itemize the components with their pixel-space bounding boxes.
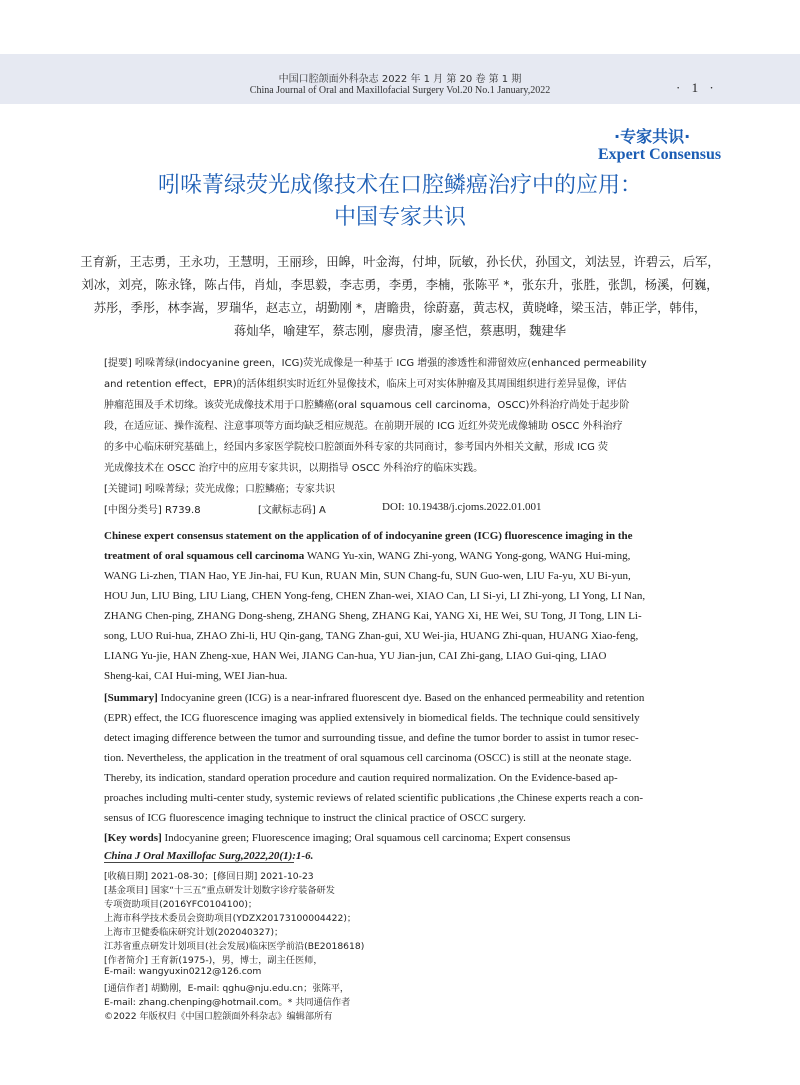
english-author-line: Sheng-kai, CAI Hui-ming, WEI Jian-hua.: [104, 670, 288, 682]
footnote-line: [通信作者] 胡勤刚，E-mail: qghu@nju.edu.cn；张陈平，: [104, 983, 350, 994]
english-title-authors-line: [104, 550, 698, 562]
footnote-line: 上海市科学技术委员会资助项目(YDZX20173100004422)；: [104, 913, 357, 924]
section-label-cn: ·专家共识·: [614, 127, 691, 146]
document-code: [文献标志码] A: [258, 505, 326, 516]
author-line: 刘冰，刘亮，陈永锋，陈占伟，肖灿，李思毅，李志勇，李勇，李楠，张陈平 *，张东升，张胜，张凯，杨溪，何巍，: [81, 278, 719, 292]
author-line: 苏彤，季彤，林李嵩，罗瑞华，赵志立，胡勤刚 *，唐瞻贵，徐蔚嘉，黄志权，黄晓峰，梁玉洁，韩正学，韩伟，: [93, 301, 707, 315]
section-label-en: Expert Consensus: [598, 146, 722, 163]
keywords-label: [Key words]: [104, 832, 162, 844]
english-author-line: ZHANG Chen-ping, ZHANG Dong-sheng, ZHANG Sheng, ZHANG Kai, YANG Xi, HE Wei, SU Tong, JI Tong, LIN Li-: [104, 610, 642, 622]
footnote-line: 上海市卫健委临床研究计划(202040327)；: [104, 927, 284, 938]
journal-header-en: China Journal of Oral and Maxillofacial Surgery Vol.20 No.1 January,2022: [249, 85, 551, 96]
abstract-cn-line: [提要] 吲哚菁绿(indocyanine green，ICG)荧光成像是一种基于 ICG 增强的渗透性和滞留效应(enhanced permeability: [104, 358, 647, 369]
abstract-cn-line: 段，在适应证、操作流程、注意事项等方面均缺乏相应规范。在前期开展的 ICG 近红外荧光成像辅助 OSCC 外科治疗: [104, 421, 623, 432]
footnote-line: [基金项目] 国家“十三五”重点研发计划数字诊疗装备研发: [104, 885, 335, 896]
footnote-line: 专项资助项目(2016YFC0104100)；: [104, 899, 258, 910]
summary-line: tion. Nevertheless, the application in the treatment of oral squamous cell carcinoma (OSCC) is still at the neonate stage.: [104, 752, 632, 764]
summary-line: detect imaging difference between the tumor and surrounding tissue, and define the tumor border to assist in tumor resec-: [104, 732, 639, 744]
footnote-line: E-mail: zhang.chenping@hotmail.com。* 共同通信作者: [104, 997, 351, 1008]
article-title-line1: 吲哚菁绿荧光成像技术在口腔鳞癌治疗中的应用：: [157, 173, 642, 198]
citation: China J Oral Maxillofac Surg,2022,20(1):1-6.: [104, 850, 314, 862]
article-title-line2: 中国专家共识: [333, 205, 466, 230]
footnote-line: E-mail: wangyuxin0212@126.com: [104, 966, 262, 977]
abstract-cn-line: 的多中心临床研究基础上，经国内多家医学院校口腔颌面外科专家的共同商讨，参考国内外相关文献，形成 ICG 荧: [104, 442, 609, 453]
summary-first-line: [104, 692, 698, 704]
english-author-line: WANG Li-zhen, TIAN Hao, YE Jin-hai, FU Kun, RUAN Min, SUN Chang-fu, SUN Guo-wen, LIU Fa-yu, XU Bi-yun,: [104, 570, 631, 582]
english-title-line2: treatment of oral squamous cell carcinoma: [104, 550, 305, 562]
english-authors-first: WANG Yu-xin, WANG Zhi-yong, WANG Yong-gong, WANG Hui-ming,: [304, 550, 631, 562]
summary-label: [Summary]: [104, 692, 158, 704]
doi: DOI: 10.19438/j.cjoms.2022.01.001: [382, 501, 542, 513]
clc-number: [中图分类号] R739.8: [104, 505, 201, 516]
footnote-line: [作者简介] 王育新(1975-)，男，博士，副主任医师，: [104, 955, 323, 966]
english-keywords-line: [104, 832, 698, 844]
summary-line: sensus of ICG fluorescence imaging technique to instruct the clinical practice of OSCC surgery.: [104, 812, 526, 824]
author-line: 王育新，王志勇，王永功，王慧明，王丽珍，田皞，叶金海，付坤，阮敏，孙长伏，孙国文，刘法昱，许碧云，后军，: [80, 255, 720, 269]
footnote-line: 江苏省重点研发计划项目(社会发展)临床医学前沿(BE2018618): [104, 941, 365, 952]
english-author-line: LIANG Yu-jie, HAN Zheng-xue, HAN Wei, JIANG Can-hua, YU Jian-jun, CAI Zhi-gang, LIAO Gui-qing, LIAO: [104, 650, 607, 662]
keywords-cn: [关键词] 吲哚菁绿；荧光成像；口腔鳞癌；专家共识: [104, 484, 335, 495]
english-title-line1: Chinese expert consensus statement on the application of of indocyanine green (ICG) fluorescence imaging in the: [104, 530, 633, 542]
footnote-line: [收稿日期] 2021-08-30；[修回日期] 2021-10-23: [104, 871, 314, 882]
author-line: 蒋灿华，喻建军，蔡志刚，廖贵清，廖圣恺，蔡惠明，魏建华: [233, 324, 567, 338]
page-number: · 1 ·: [676, 80, 718, 95]
english-author-line: HOU Jun, LIU Bing, LIU Liang, CHEN Yong-feng, CHEN Zhan-wei, XIAO Can, LI Si-yi, LI Zhi-yong, LI Yong, LI Nan,: [104, 590, 646, 602]
footnote-divider: [104, 862, 294, 863]
keywords-text: Indocyanine green; Fluorescence imaging; Oral squamous cell carcinoma; Expert consensus: [161, 832, 571, 844]
copyright-line: ©2022 年版权归《中国口腔颌面外科杂志》编辑部所有: [104, 1011, 333, 1022]
abstract-cn-line: 光成像技术在 OSCC 治疗中的应用专家共识，以期指导 OSCC 外科治疗的临床实践。: [104, 463, 484, 474]
summary-line: (EPR) effect, the ICG fluorescence imaging was applied extensively in biomedical fields. The technique could sensitively: [104, 712, 640, 724]
english-author-line: song, LUO Rui-hua, ZHAO Zhi-li, HU Qin-gang, TANG Zhan-gui, XU Wei-jia, HUANG Zhi-quan, HUANG Xiao-feng,: [104, 630, 639, 642]
journal-header-cn: 中国口腔颌面外科杂志 2022 年 1 月 第 20 卷 第 1 期: [278, 74, 522, 85]
abstract-cn-line: 肿瘤范围及手术切缘。该荧光成像技术用于口腔鳞癌(oral squamous cell carcinoma，OSCC)外科治疗尚处于起步阶: [104, 400, 630, 411]
summary-line: Thereby, its indication, standard operation procedure and caution required normalization. On the Evidence-based ap-: [104, 772, 618, 784]
summary-text: Indocyanine green (ICG) is a near-infrared fluorescent dye. Based on the enhanced permeability and retention: [157, 692, 645, 704]
summary-line: proaches including multi-center study, systemic reviews of related scientific publications ,the Chinese experts reach a con-: [104, 792, 644, 804]
abstract-cn-line: and retention effect，EPR)的活体组织实时近红外显像技术，临床上可对实体肿瘤及其周围组织进行差异显像，评估: [104, 379, 627, 390]
